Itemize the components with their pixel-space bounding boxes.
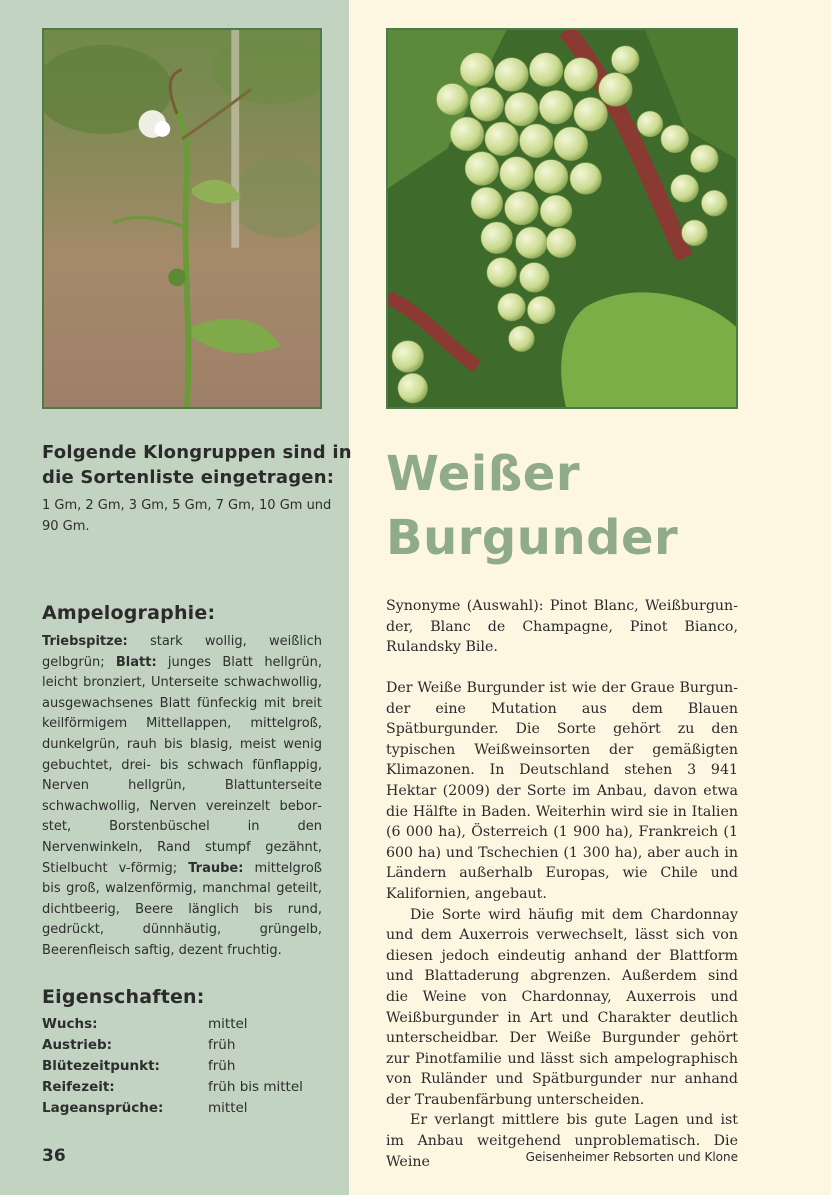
paragraph-2: Die Sorte wird häufig mit dem Chardonnay und dem Auxerrois verwechselt, lässt sich von diesen jedoch eindeutig anhand der Blattform und Blattaderung abgrenzen. Außerdem sind die Weine von Chardonnay, Auxerrois und Weißburgunder in Art und Charakter deutlich unterscheidbar. Der Weiße Burgunder gehört zur Pinotfamilie und lässt sich ampelographisch von Ruländer und Spätburgunder nur anhand der Traubenfärbung unterscheiden.	[386, 906, 738, 1108]
traube-text: mittelgroß bis groß, walzenförmig, manchmal geteilt, dichtbeerig, Beere länglich bis rund, gedrückt, dünnhäutig, grüngelb, Beerenfleisch saftig, dezent fruchtig.	[42, 860, 322, 958]
property-row	[42, 1079, 322, 1100]
ampelographie-heading: Ampelographie:	[42, 602, 216, 624]
triebspitze-label: Triebspitze:	[42, 634, 128, 649]
property-value: mittel	[208, 1016, 248, 1032]
blatt-label: Blatt:	[115, 654, 157, 670]
property-key: Wuchs:	[42, 1016, 98, 1032]
page-title	[386, 442, 678, 570]
property-row	[42, 1037, 322, 1058]
klon-heading-line-1: Folgende Klongruppen sind in	[42, 442, 352, 463]
paragraph-3: Er verlangt mittlere bis gute Lagen und ist im Anbau weitgehend unproblematisch. Die Weine	[386, 1112, 738, 1170]
klon-list-line-1: 1 Gm, 2 Gm, 3 Gm, 5 Gm, 7 Gm, 10 Gm und	[42, 498, 332, 513]
page-number: 36	[42, 1146, 66, 1166]
property-key: Austrieb:	[42, 1037, 113, 1053]
property-row	[42, 1016, 322, 1037]
eigenschaften-list	[42, 1016, 322, 1121]
body-text	[386, 678, 738, 1172]
ampelographie-paragraph	[42, 632, 322, 962]
synonyme-paragraph	[386, 596, 738, 658]
property-row	[42, 1058, 322, 1079]
property-key: Reifezeit:	[42, 1079, 115, 1095]
property-key: Blütezeitpunkt:	[42, 1058, 160, 1074]
property-row	[42, 1100, 322, 1121]
footer-title: Geisenheimer Rebsorten und Klone	[525, 1150, 738, 1164]
grape-cluster-photo	[386, 28, 738, 409]
traube-label: Traube:	[188, 860, 244, 876]
ampelographie-text	[42, 632, 322, 962]
klon-heading-line-2: die Sortenliste eingetragen:	[42, 467, 335, 488]
property-value: früh	[208, 1058, 236, 1074]
property-value: früh	[208, 1037, 236, 1053]
klon-heading	[42, 440, 352, 490]
triebspitze-text: stark wollig, weißlich gelbgrün;	[42, 634, 322, 670]
synonyme-text: Synonyme (Auswahl): Pinot Blanc, Weißburgunder, Blanc de Champagne, Pinot Bianco, Rulandsky Bile.	[386, 598, 738, 656]
blatt-text: junges Blatt hellgrün, leicht bronziert, Unterseite schwachwollig, ausgewachsenes Blatt fünfeckig mit breit keilförmigem Mittellappen, mittelgroß, dunkelgrün, rauh bis blasig, meist wenig gebuchtet, drei- bis schwach fünflappig, Nerven hellgrün, Blattunterseite schwachwollig, Nerven vereinzelt beborstet, Borstenbüschel in den Nervenwinkeln, Rand stumpf gezähnt, Stielbucht v-förmig;	[42, 654, 322, 876]
klon-list	[42, 496, 331, 537]
title-line-1: Weißer	[386, 446, 580, 502]
klon-list-line-2: 90 Gm.	[42, 518, 90, 534]
property-value: früh bis mittel	[208, 1079, 303, 1095]
paragraph-1: Der Weiße Burgunder ist wie der Graue Burgunder eine Mutation aus dem Blauen Spätburgunder. Die Sorte gehört zu den typischen Weißweinsorten der gemäßigten Klimazonen. In Deutschland stehen 3 941 Hektar (2009) der Sorte im Anbau, davon etwa die Hälfte in Baden. Weiterhin wird sie in Italien (6 000 ha), Österreich (1 900 ha), Frankreich (1 600 ha) und Tschechien (1 300 ha), aber auch in Ländern außerhalb Europas, wie Chile und Kalifornien, angebaut.	[386, 680, 738, 902]
title-line-2: Burgunder	[386, 510, 679, 566]
eigenschaften-heading: Eigenschaften:	[42, 986, 205, 1008]
property-key: Lageansprüche:	[42, 1100, 164, 1116]
vine-shoot-photo	[42, 28, 322, 409]
property-value: mittel	[208, 1100, 248, 1116]
